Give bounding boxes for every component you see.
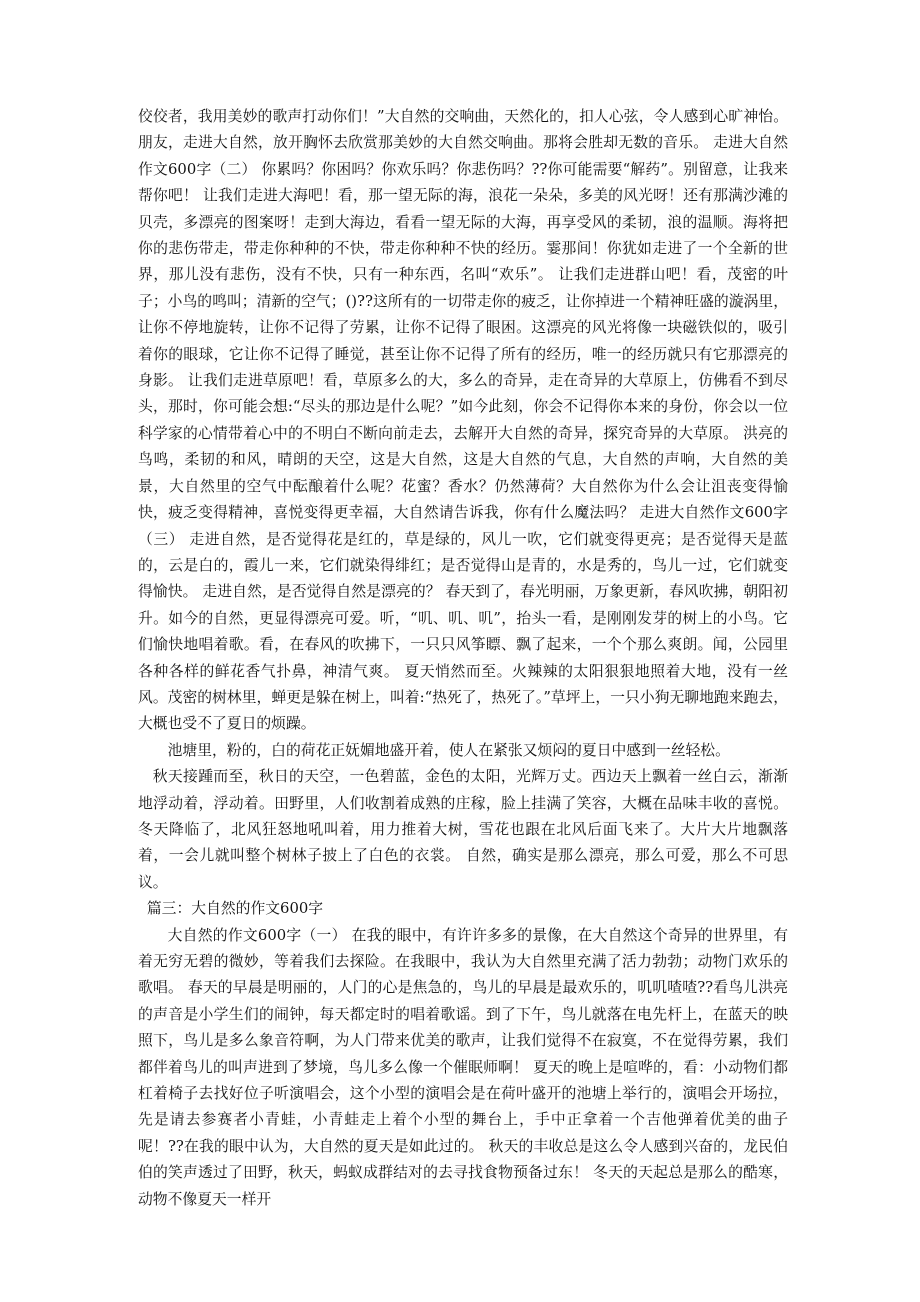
body-paragraph: 秋天接踵而至，秋日的天空，一色碧蓝，金色的太阳，光辉万丈。西边天上飘着一丝白云，渐渐地浮动着，浮动着。田野里，人们收割着成熟的庄稼，脸上挂满了笑容，大概在品味丰收的喜悦。 冬天降临了，北风狂怒地吼叫着，用力推着大树，雪花也跟在北风后面飞来了。大片大片地飘落着，一会儿就叫整个树林子披上了白色的衣裳。 自然，确实是那么漂亮，那么可爱，那么不可思议。 — [138, 768, 788, 891]
body-paragraph: 大自然的作文600字（一） 在我的眼中，有许许多多的景像，在大自然这个奇异的世界里，有着无穷无碧的微妙，等着我们去探险。在我眼中，我认为大自然里充满了活力勃勃；动物门欢乐的歌唱。 春天的早晨是明丽的，人门的心是焦急的，鸟儿的早晨是最欢乐的，叽叽喳喳??看鸟儿洪亮的声音是小学生们的闹钟，每天都定时的唱着歌谣。到了下午，鸟儿就落在电先杆上，在蓝天的映照下，鸟儿是多么象音符啊，为人门带来优美的歌声，让我们觉得不在寂寞，不在觉得劳累，我们都伴着鸟儿的叫声进到了梦境，鸟儿多么像一个催眠师啊！ 夏天的晚上是喧哗的，看：小动物们都杠着椅子去找好位子听演唱会，这个小型的演唱会是在荷叶盛开的池塘上举行的，演唱会开场拉，先是请去参赛者小青蛙，小青蛙走上着个小型的舞台上，手中正拿着一个吉他弹着优美的曲子呢！??在我的眼中认为，大自然的夏天是如此过的。 秋天的丰收总是这么令人感到兴奋的，龙民伯伯的笑声透过了田野，秋天，蚂蚁成群结对的去寻找食物预备过东！ 冬天的天起总是那么的酷寒，动物不像夏天一样开 — [138, 926, 788, 1208]
body-paragraph: 佼佼者，我用美妙的歌声打动你们！”大自然的交响曲，天然化的，扣人心弦，令人感到心旷神怡。朋友，走进大自然，放开胸怀去欣赏那美妙的大自然交响曲。那将会胜却无数的音乐。 走进大自然作文600字（二） 你累吗？你困吗？你欢乐吗？你悲伤吗？??你可能需要“解药”。别留意，让我来帮你吧！ 让我们走进大海吧！看，那一望无际的海，浪花一朵朵，多美的风光呀！还有那满沙滩的贝壳，多漂亮的图案呀！走到大海边，看看一望无际的大海，再享受风的柔韧，浪的温顺。海将把你的悲伤带走，带走你种种的不快，带走你种种不快的经历。霎那间！你犹如走进了一个全新的世界，那儿没有悲伤，没有不快，只有一种东西，名叫“欢乐”。 让我们走进群山吧！看，茂密的叶子；小鸟的鸣叫；清新的空气；()??这所有的一切带走你的疲乏，让你掉进一个精神旺盛的漩涡里，让你不停地旋转，让你不记得了劳累，让你不记得了眼困。这漂亮的风光将像一块磁铁似的，吸引着你的眼球，它让你不记得了睡觉，甚至让你不记得了所有的经历，唯一的经历就只有它那漂亮的身影。 让我们走进草原吧！看，草原多么的大，多么的奇异，走在奇异的大草原上，仿佛看不到尽头，那时，你可能会想:“尽头的那边是什么呢？”如今此刻，你会不记得你本来的身份，你会以一位科学家的心情带着心中的不明白不断向前走去，去解开大自然的奇异，探究奇异的大草原。 洪亮的鸟鸣，柔韧的和风，晴朗的天空，这是大自然，这是大自然的气息，大自然的声响，大自然的美景，大自然里的空气中酝酿着什么呢？花蜜？香水？仍然薄荷？大自然你为什么会让沮丧变得愉快，疲乏变得精神，喜悦变得更幸福，大自然请告诉我，你有什么魔法吗？ 走进大自然作文600字（三） 走进自然，是否觉得花是红的，草是绿的，风儿一吹，它们就变得更亮；是否觉得天是蓝的，云是白的，霞儿一来，它们就染得绯红；是否觉得山是青的，水是秀的，鸟儿一过，它们就变得愉快。 走进自然，是否觉得自然是漂亮的？ 春天到了，春光明丽，万象更新，春风吹拂，朝阳初升。如今的自然，更显得漂亮可爱。听，“叽、叽、叽”，抬头一看，是刚刚发芽的树上的小鸟。它们愉快地唱着歌。看，在春风的吹拂下，一只只风筝瞟、飘了起来，一个个那么爽朗。闻，公园里各种各样的鲜花香气扑鼻，神清气爽。 夏天悄然而至。火辣辣的太阳狠狠地照着大地，没有一丝风。茂密的树林里，蝉更是躲在树上，叫着:“热死了，热死了。”草坪上，一只小狗无聊地跑来跑去，大概也受不了夏日的烦躁。 — [138, 108, 788, 733]
section-heading: 篇三：大自然的作文600字 — [146, 900, 324, 918]
document-page — [138, 104, 788, 1213]
body-paragraph: 池塘里，粉的，白的荷花正妩媚地盛开着，使人在紧张又烦闷的夏日中感到一丝轻松。 — [167, 741, 730, 759]
